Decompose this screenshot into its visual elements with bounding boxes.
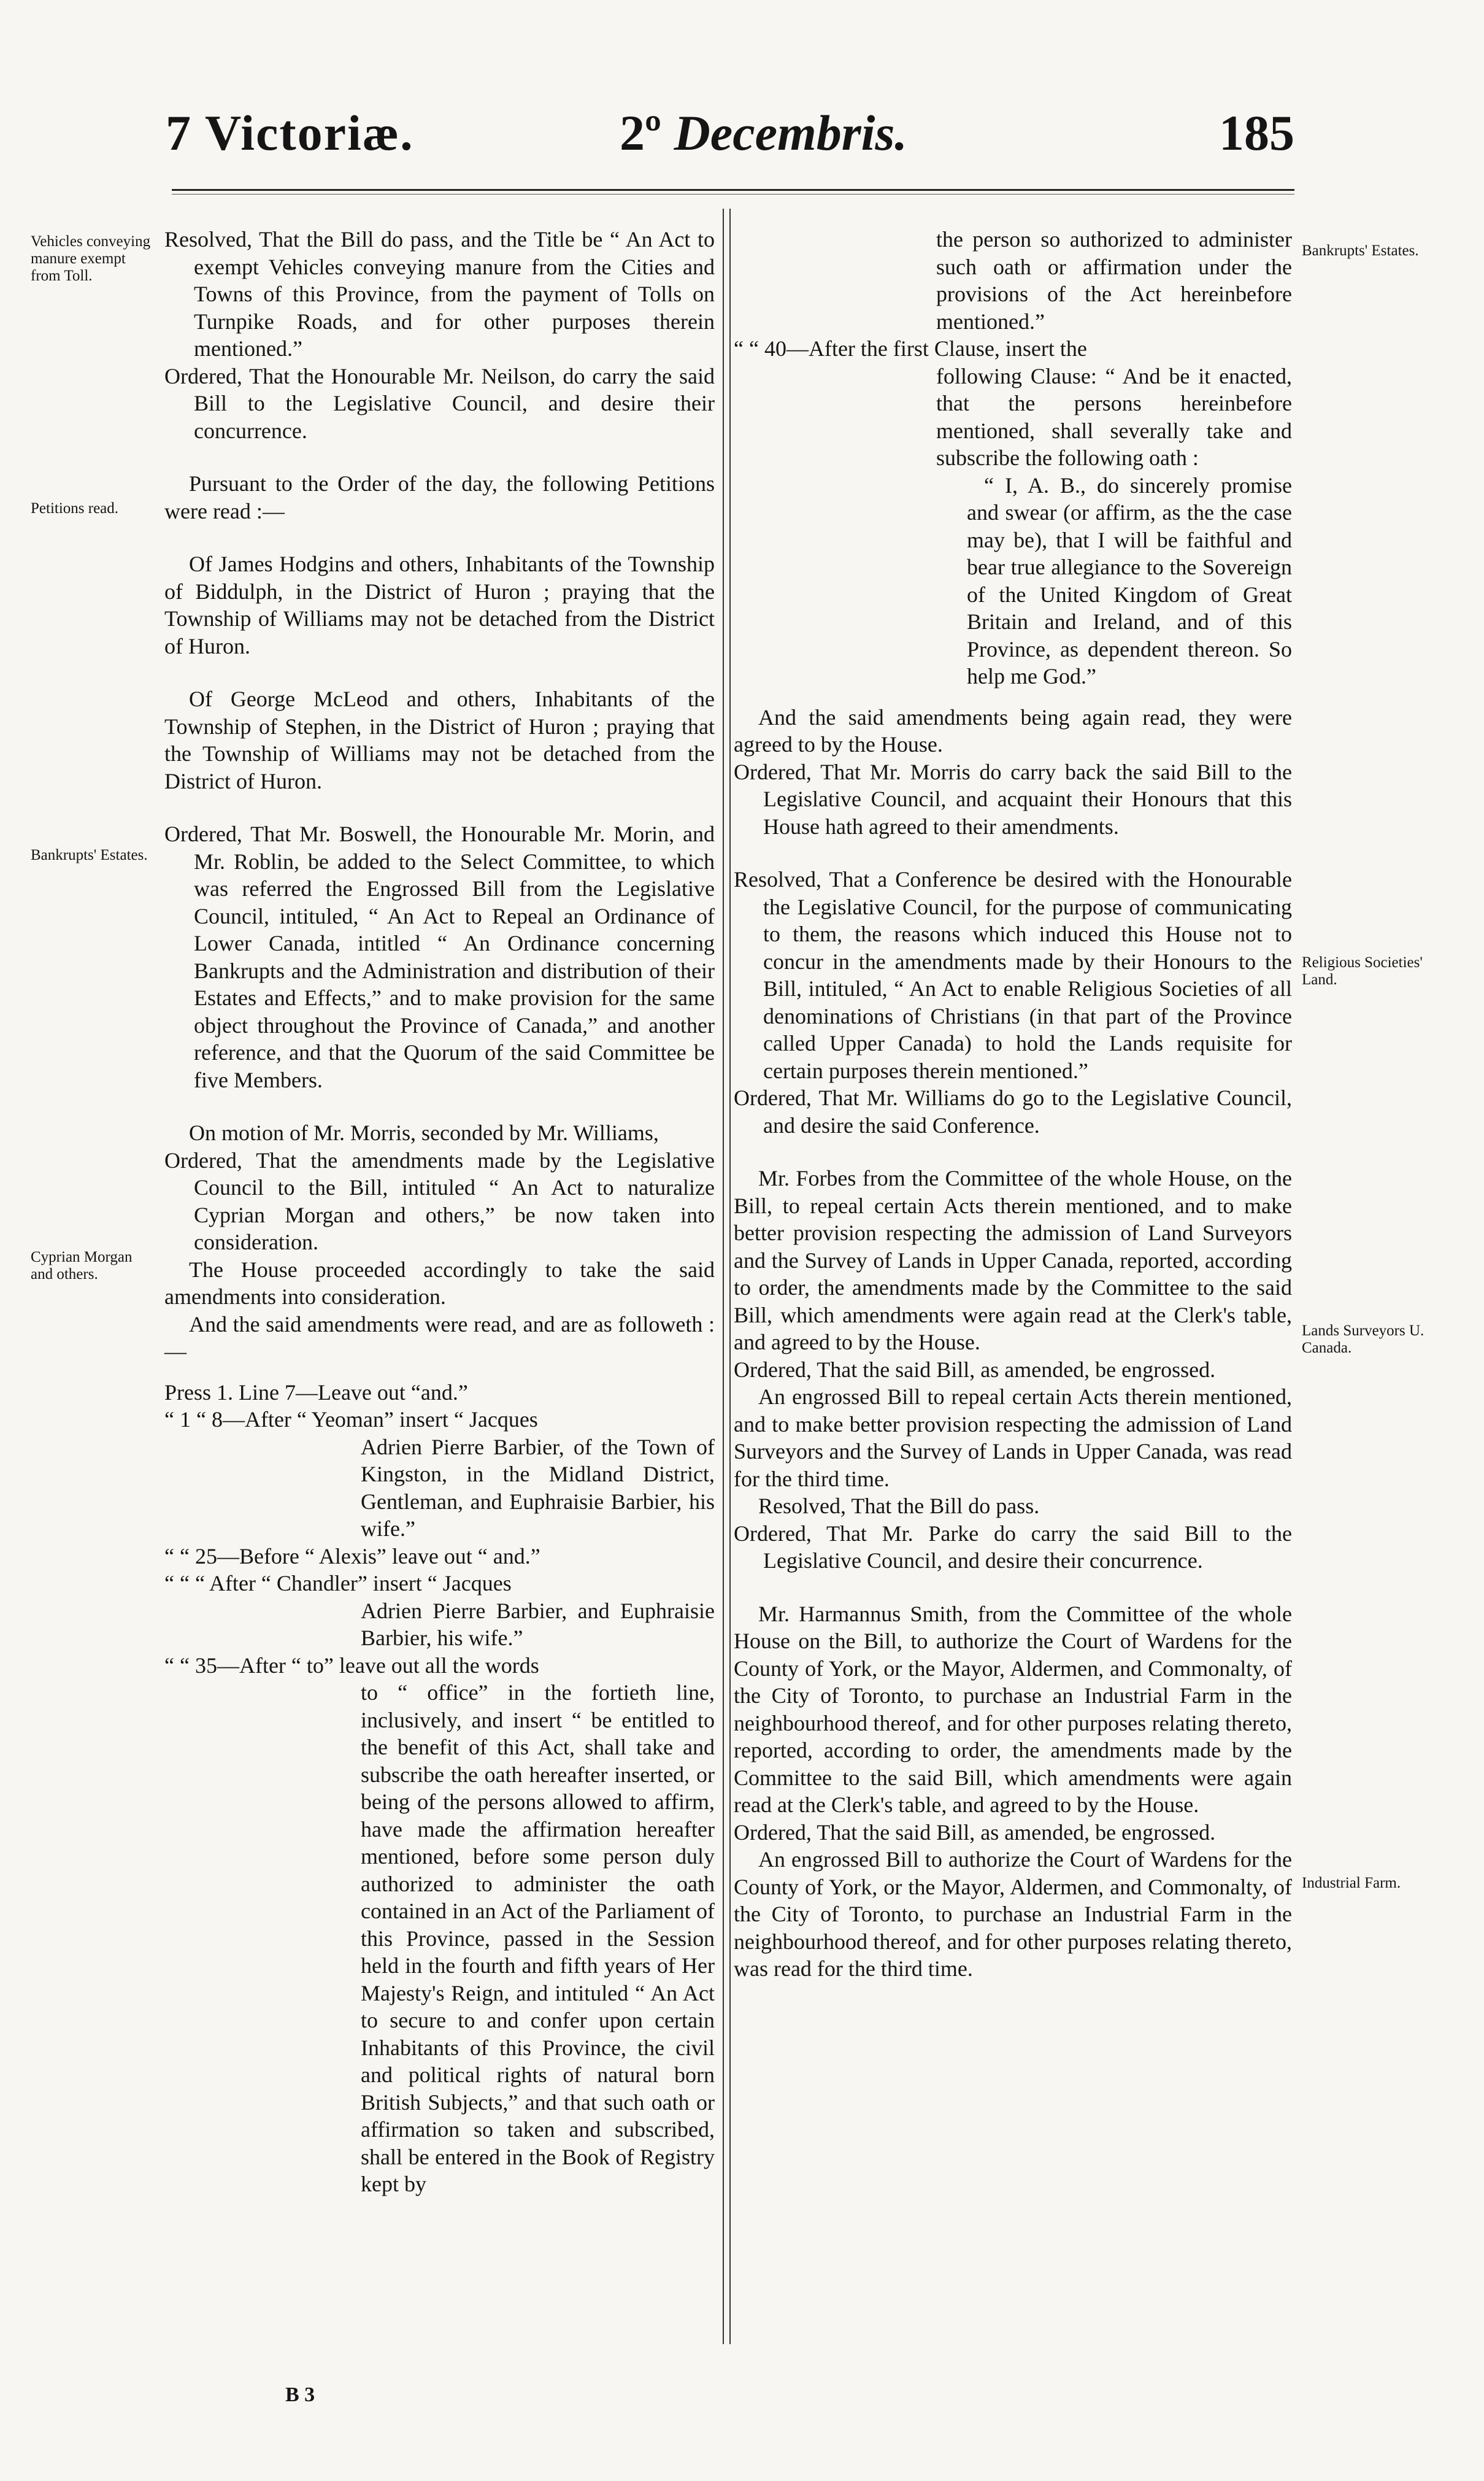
- bill-third-reading-1: An engrossed Bill to repeal certain Acts therein mentioned, and to make better provision respecting the admission of Land Surveyors and the Survey of Lands in Upper Canada, was read for the third time.: [734, 1384, 1292, 1491]
- resolution-conference: Resolved, That a Conference be desired with the Honourable the Legislative Council, for the purpose of communicating to them, the reasons which induced this House not to concur in the amendments made by their Honours to the Bill, intituled, “ An Act to enable Religious Societies of all denominations of Christians (in that part of the Province called Upper Canada) to hold the Lands requisite for certain purposes therein mentioned.”: [734, 867, 1292, 1083]
- amendment-5-text: to “ office” in the fortieth line, inclusively, and insert “ be entitled to the benefit of this Act, shall take and subscribe the oath hereafter inserted, or being of the persons allowed to affirm, have made the affirmation hereafter mentioned, before some person duly authorized to administer the oath contained in an Act of the Parliament of this Province, passed in the Session held in the fourth and fifth years of Her Majesty's Reign, and intituled “ An Act to secure to and confer upon certain Inhabitants of this Province, the civil and political rights of natural born British Subjects,” and that such oath or affirmation so taken and subscribed, shall be entered in the Book of Registry kept by: [361, 1680, 715, 2196]
- amendment-2-lead: “ 1 “ 8—After “ Yeoman” insert “ Jacques: [164, 1407, 538, 1432]
- petition-hodgins: Of James Hodgins and others, Inhabitants of the Township of Biddulph, in the District of Huron ; praying that the Township of Williams may not be detached from the District of Huron.: [164, 552, 715, 658]
- margin-note-religious: Religious Societies' Land.: [1302, 954, 1423, 988]
- header-rule: [172, 189, 1294, 191]
- right-column: [734, 226, 1292, 1983]
- column-divider: [723, 209, 731, 2344]
- amendment-6-lead: “ “ 40—After the first Clause, insert the: [734, 336, 1087, 361]
- petition-mcleod: Of George McLeod and others, Inhabitants of the Township of Stephen, in the District of Huron ; praying that the Township of Williams may not be detached from the District of Huron.: [164, 687, 715, 793]
- margin-note-cyprian: Cyprian Morgan and others.: [31, 1249, 133, 1283]
- date-day: 2º: [620, 105, 662, 161]
- order-williams: Ordered, That Mr. Williams do go to the Legislative Council, and desire the said Conference.: [734, 1086, 1292, 1138]
- amendment-1: Press 1. Line 7—Leave out “and.”: [164, 1379, 468, 1405]
- amendments-agreed: And the said amendments being again read, they were agreed to by the House.: [734, 704, 1292, 757]
- oath-text: “ I, A. B., do sincerely promise and swear (or affirm, as the the case may be), that I will be faithful and bear true allegiance to the Sovereign of the United Kingdom of Great Britain and Ireland, and of this Province, as dependent thereon. So help me God.”: [967, 473, 1292, 689]
- amendment-6-text: following Clause: “ And be it enacted, that the persons hereinbefore mentioned, shall severally take and subscribe the following oath :: [936, 363, 1292, 470]
- margin-note-land-surveyors: Lands Surveyors U. Canada.: [1302, 1322, 1424, 1356]
- amendment-4-text: Adrien Pierre Barbier, and Euphraisie Barbier, his wife.”: [361, 1598, 715, 1650]
- signature-mark: B 3: [285, 2383, 315, 2406]
- bill-third-reading-2: An engrossed Bill to authorize the Court of Wardens for the County of York, or the Mayor, Aldermen, and Commonalty, of the City of Toronto, to purchase an Industrial Farm in the neighbourhood thereof, and for other purposes relating thereto, was read for the third time.: [734, 1847, 1292, 1981]
- report-forbes: Mr. Forbes from the Committee of the whole House, on the Bill, to repeal certain Acts therein mentioned, and to make better provision respecting the admission of Land Surveyors and the Survey of Lands in Upper Canada, reported, according to order, the amendments made by the Committee to the said Bill, which amendments were again read at the Clerk's table, and agreed to by the House.: [734, 1166, 1292, 1354]
- amendment-2-text: Adrien Pierre Barbier, of the Town of Kingston, in the Midland District, Gentleman, and Euphraisie Barbier, his wife.”: [361, 1434, 715, 1541]
- order-select-committee: Ordered, That Mr. Boswell, the Honourable Mr. Morin, and Mr. Roblin, be added to the Select Committee, to which was referred the Engrossed Bill from the Legislative Council, intituled, “ An Act to Repeal an Ordinance of Lower Canada, intitled “ An Ordinance concerning Bankrupts and the Administration and distribution of their Estates and Effects,” and to make provision for the same object throughout the Province of Canada,” and another reference, and that the Quorum of the said Committee be five Members.: [164, 822, 715, 1092]
- resolution-pass: Resolved, That the Bill do pass.: [758, 1494, 1040, 1518]
- page-header: [166, 104, 1294, 172]
- house-proceeded: The House proceeded accordingly to take the said amendments into consideration.: [164, 1257, 715, 1309]
- report-smith: Mr. Harmannus Smith, from the Committee of the whole House on the Bill, to authorize the Court of Wardens for the County of York, or the Mayor, Aldermen, and Commonalty, of the City of Toronto, to purchase an Industrial Farm in the neighbourhood thereof, and for other purposes relating thereto, reported, according to order, the amendments made by the Committee to the said Bill, which amendments were again read at the Clerk's table, and agreed to by the House.: [734, 1601, 1292, 1817]
- margin-note-bankrupts-right: Bankrupts' Estates.: [1302, 242, 1419, 259]
- page-number: 185: [1219, 105, 1294, 161]
- amendment-5-lead: “ “ 35—After “ to” leave out all the words: [164, 1653, 539, 1678]
- margin-note-bankrupts: Bankrupts' Estates.: [31, 847, 148, 863]
- amendment-5-continued: the person so authorized to administer such oath or affirmation under the provisions of the Act hereinbefore mentioned.”: [936, 227, 1292, 334]
- date-month: Decembris.: [674, 105, 907, 161]
- order-amendments: Ordered, That the amendments made by the Legislative Council to the Bill, intituled “ An Act to naturalize Cyprian Morgan and others,” be now taken into consideration.: [164, 1148, 715, 1254]
- amendment-3: “ “ 25—Before “ Alexis” leave out “ and.”: [164, 1543, 540, 1568]
- header-rule-thin: [172, 194, 1294, 195]
- margin-note-petitions: Petitions read.: [31, 500, 119, 517]
- amendments-read: And the said amendments were read, and are as followeth :—: [164, 1311, 715, 1364]
- margin-note-vehicles: Vehicles conveying manure exempt from Toll.: [31, 233, 151, 284]
- resolution-vehicles: Resolved, That the Bill do pass, and the Title be “ An Act to exempt Vehicles conveying manure from the Cities and Towns of this Province, from the payment of Tolls on Turnpike Roads, and for other purposes therein mentioned.”: [164, 227, 715, 361]
- date-heading: [620, 104, 907, 162]
- order-morris: Ordered, That Mr. Morris do carry back the said Bill to the Legislative Council, and acquaint their Honours that this House hath agreed to their amendments.: [734, 759, 1292, 839]
- left-column: [164, 226, 715, 2198]
- order-parke: Ordered, That Mr. Parke do carry the said Bill to the Legislative Council, and desire their concurrence.: [734, 1521, 1292, 1573]
- order-engrossed-2: Ordered, That the said Bill, as amended, be engrossed.: [734, 1819, 1216, 1845]
- order-neilson: Ordered, That the Honourable Mr. Neilson, do carry the said Bill to the Legislative Council, and desire their concurrence.: [164, 363, 715, 443]
- margin-note-industrial-farm: Industrial Farm.: [1302, 1875, 1401, 1891]
- motion-morris: On motion of Mr. Morris, seconded by Mr. Williams,: [189, 1121, 659, 1145]
- petitions-intro: Pursuant to the Order of the day, the following Petitions were read :—: [164, 471, 715, 523]
- regnal-year: 7 Victoriæ.: [166, 105, 414, 161]
- amendment-4-lead: “ “ “ After “ Chandler” insert “ Jacques: [164, 1571, 512, 1595]
- order-engrossed-1: Ordered, That the said Bill, as amended, be engrossed.: [734, 1357, 1216, 1382]
